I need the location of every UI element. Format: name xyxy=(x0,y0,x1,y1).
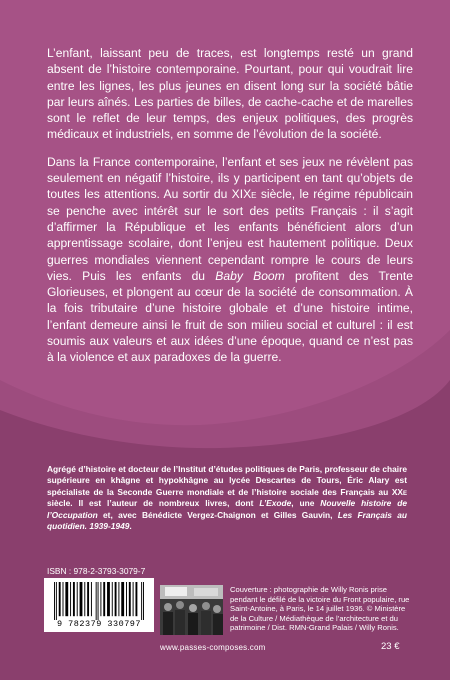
cover-photo-thumbnail xyxy=(160,585,223,635)
barcode-number: 9 782379 330797 xyxy=(56,619,141,629)
author-bio xyxy=(47,464,407,532)
book-title-quotidien: Les Français au quotidien. 1939-1949 xyxy=(47,509,407,532)
bio-part-5: . xyxy=(129,521,132,532)
crowd-photo-icon xyxy=(160,585,223,635)
price: 23 € xyxy=(381,641,400,652)
baby-boom: Baby Boom xyxy=(215,268,285,283)
paragraph-2-end: profitent des Trente Glorieuses, et plongent au cœur de la société de consommation. À la fois tributaire d’une histoire globale et d’une histoire intime, l’enfant demeure ainsi le fruit de son milieu social et culturel : il est soumis aux valeurs et aux idées d’une époque, quand ce n’est pas à la violence et aux paradoxes de la guerre. xyxy=(47,268,413,365)
century-19: XIXe xyxy=(231,187,257,202)
bio-part-2: siècle. Il est l’auteur de nombreux livres, dont xyxy=(47,498,260,509)
barcode xyxy=(44,578,154,632)
bio-part-3: , une xyxy=(291,498,321,509)
bio-part-1: Agrégé d’histoire et docteur de l’Institut d’études politiques de Paris, professeur de chaire supérieure en khâgne et hypokhâgne au lycée Descartes de Tours, Éric Alary est spécialiste de la Seconde Guerre mondiale et de l’histoire sociale des Français au xyxy=(47,464,407,497)
paragraph-1: L’enfant, laissant peu de traces, est longtemps resté un grand absent de l’histoire contemporaine. Pourtant, pour qui voudrait lire entre les lignes, les plus jeunes en disent long sur la société bâtie par leurs aînés. Les parties de billes, de cache-cache et de marelles sont le reflet de leur temps, des enjeux politiques, des progrès médicaux et industriels, en somme de l’évolution de la société. xyxy=(47,46,413,142)
century-20: XXe xyxy=(391,486,407,497)
photo-credit: Couverture : photographie de Willy Ronis prise pendant le défilé de la victoire du Front populaire, rue Saint-Antoine, à Paris, le 14 juillet 1936. © Ministère de la Culture / Médiathèque de l’architecture et du patrimoine / Dist. RMN-Grand Palais / Willy Ronis. xyxy=(230,585,410,633)
paragraph-2-start: Dans la France contemporaine, l’enfant et ses jeux ne révèlent pas seulement en négatif l’histoire, ils y participent en tant qu’objets de toutes les attentions. Au sortir du xyxy=(47,154,413,202)
barcode-bars xyxy=(54,582,144,620)
publisher-website[interactable]: www.passes-composes.com xyxy=(160,643,266,652)
back-cover-text xyxy=(47,45,413,377)
paragraph-2 xyxy=(47,154,413,366)
paragraph-2-middle: siècle, le régime républicain se penche avec intérêt sur le sort des petits Français : il s’agit d’affirmer la République et les enfants bénéficient alors d’un apprentissage scolaire, dont l’enjeu est hautement politique. Deux guerres mondiales viennent cependant rompre le cours de leurs vies. Puis les enfants du xyxy=(47,187,413,283)
bio-part-4: et, avec Bénédicte Vergez-Chaignon et Gilles Gauvin, xyxy=(97,509,338,520)
book-title-exode: L’Exode xyxy=(259,498,292,509)
isbn: ISBN : 978-2-3793-3079-7 xyxy=(47,566,146,576)
book-title-occupation: Nouvelle histoire de l’Occupation xyxy=(47,498,408,520)
